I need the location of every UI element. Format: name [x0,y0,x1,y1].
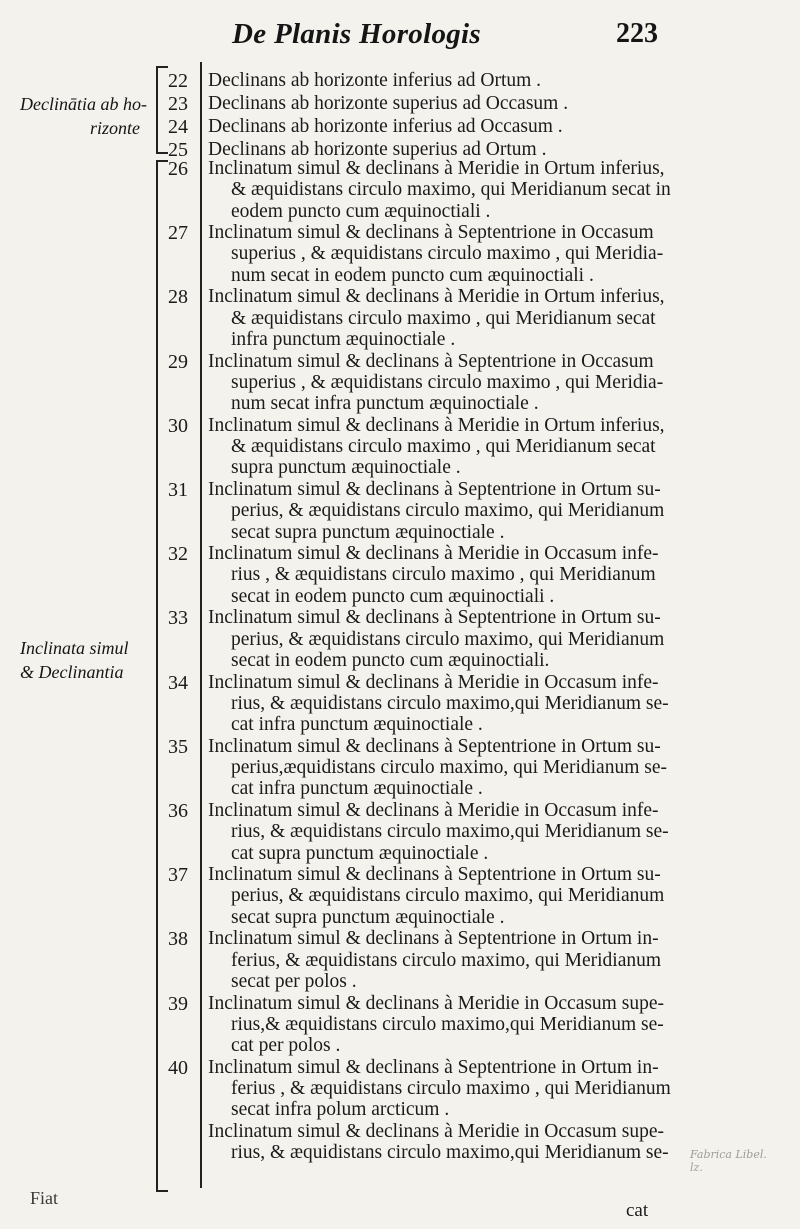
entry-line: perius,æquidistans circulo maximo, qui Meridianum se- [231,757,667,779]
entry-number: 37 [168,864,188,887]
entry-line: perius, & æquidistans circulo maximo, qui Meridianum [231,885,665,907]
entry-text [208,1057,678,1121]
entry-line: superius , & æquidistans circulo maximo , qui Meridia- [231,371,664,393]
entry-text [208,116,678,137]
entry-line: Declinans ab horizonte superius ad Occasum . [208,93,569,114]
entry-line: Declinans ab horizonte inferius ad Occasum . [208,116,563,137]
page-header [0,18,800,54]
entry-line: Inclinatum simul & declinans à Septentrione in Ortum su- [208,864,661,886]
entry-line: cat per polos . [231,1035,341,1057]
entry-line: rius, & æquidistans circulo maximo,qui Meridianum se- [231,692,669,714]
catchword: cat [626,1200,649,1221]
entry-line: Declinans ab horizonte inferius ad Ortum . [208,70,542,91]
entry-line: Inclinatum simul & declinans à Meridie in Occasum supe- [208,992,664,1014]
entry-line: & æquidistans circulo maximo, qui Meridianum secat in [231,179,671,201]
bleed-through-word: Fiat [30,1188,59,1208]
entry-line: secat supra punctum æquinoctiale . [231,521,505,543]
entry-line: & æquidistans circulo maximo , qui Meridianum secat [231,436,656,458]
entry-line: cat infra punctum æquinoctiale . [231,714,483,736]
right-margin-note: Fabrica Libel. lz. [690,1148,767,1174]
entry-text [208,222,678,286]
entry-line: num secat infra punctum æquinoctiale . [231,393,539,415]
entry-text [208,93,678,114]
entry-number: 28 [168,286,188,309]
entry-line: Inclinatum simul & declinans à Meridie in Ortum inferius, [208,158,665,179]
entry-text [208,607,678,671]
entry-line: supra punctum æquinoctiale . [231,457,461,479]
entry-line: Inclinatum simul & declinans à Meridie in Occasum infe- [208,800,659,821]
margin-note-declinantia: Declinātia ab ho- rizonte [20,94,147,138]
entry-text [208,993,678,1057]
entry-text [208,479,678,543]
entry-line: infra punctum æquinoctiale . [231,328,456,350]
entry-number: 25 [168,139,188,161]
entry-text [208,736,678,800]
brace-declinantia [156,66,168,154]
entry-line: eodem puncto cum æquinoctiali . [231,200,491,222]
entry-line: rius, & æquidistans circulo maximo,qui Meridianum se- [231,821,669,843]
entry-line: Inclinatum simul & declinans à Septentrione in Ortum su- [208,607,661,629]
entry-line: perius, & æquidistans circulo maximo, qui Meridianum [231,500,665,522]
entry-line: Inclinatum simul & declinans à Septentrione in Occasum [208,222,654,244]
entry-line: rius , & æquidistans circulo maximo , qui Meridianum [231,564,656,586]
entry-number: 38 [168,928,188,951]
margin-note-inclinata: Inclinata simul & Declinantia [20,638,129,682]
entry-line: cat infra punctum æquinoctiale . [231,778,483,800]
entry-line: Inclinatum simul & declinans à Meridie in Occasum infe- [208,543,659,565]
entry-text [208,286,678,350]
entry-line: secat infra polum arcticum . [231,1099,450,1121]
entry-line: Inclinatum simul & declinans à Septentrione in Ortum su- [208,479,661,500]
entry-number: 33 [168,607,188,630]
entry-number: 23 [168,93,188,115]
entry-line: Inclinatum simul & declinans à Meridie in Occasum supe- [208,1121,664,1142]
entry-line: Inclinatum simul & declinans à Septentrione in Occasum [208,350,654,372]
entry-number: 31 [168,479,188,501]
entry-line: superius , & æquidistans circulo maximo , qui Meridia- [231,243,664,265]
entry-line: Inclinatum simul & declinans à Meridie in Ortum inferius, [208,414,665,436]
entry-line: num secat in eodem puncto cum æquinoctiali . [231,264,594,286]
entry-line: ferius , & æquidistans circulo maximo , qui Meridianum [231,1078,671,1100]
entry-text [208,543,678,607]
entry-line: Inclinatum simul & declinans à Septentrione in Ortum in- [208,1056,659,1078]
entry-number: 36 [168,800,188,822]
column-rule [200,62,202,1188]
entry-number: 24 [168,116,188,138]
entry-line: & æquidistans circulo maximo , qui Meridianum secat [231,307,656,329]
entry-line: Inclinatum simul & declinans à Meridie in Occasum infe- [208,671,659,693]
entry-line: secat in eodem puncto cum æquinoctiali. [231,649,550,671]
entry-line: Inclinatum simul & declinans à Meridie in Ortum inferius, [208,286,665,308]
entry-text [208,1121,678,1164]
entry-text [208,928,678,992]
entry-number: 35 [168,735,188,758]
running-title: De Planis Horologis [232,18,481,50]
page-number: 223 [616,18,658,49]
entry-text [208,70,678,91]
entry-line: Inclinatum simul & declinans à Septentrione in Ortum in- [208,928,659,950]
entry-line: Declinans ab horizonte superius ad Ortum . [208,139,547,160]
entry-line: secat supra punctum æquinoctiale . [231,906,505,928]
entry-text [208,864,678,928]
entry-number: 26 [168,158,188,180]
entry-number: 22 [168,70,188,92]
entry-number: 27 [168,222,188,245]
entry-text [208,158,678,222]
brace-inclinata [156,160,168,1192]
entry-line: ferius, & æquidistans circulo maximo, qui Meridianum [231,949,662,971]
entry-text [208,672,678,736]
entry-number: 32 [168,543,188,566]
entry-number: 29 [168,350,188,373]
entry-line: perius, & æquidistans circulo maximo, qui Meridianum [231,628,665,650]
entry-text [208,800,678,864]
entry-number: 40 [168,1056,188,1079]
entry-text [208,351,678,415]
entry-line: rius,& æquidistans circulo maximo,qui Meridianum se- [231,1013,664,1035]
entry-line: cat supra punctum æquinoctiale . [231,842,489,864]
entry-text [208,415,678,479]
entry-number: 39 [168,992,188,1015]
entry-number: 30 [168,414,188,437]
entry-line: Inclinatum simul & declinans à Septentrione in Ortum su- [208,735,661,757]
entry-line: secat per polos . [231,970,357,992]
entry-line: secat in eodem puncto cum æquinoctiali . [231,585,555,607]
entry-number: 34 [168,671,188,694]
entry-line: rius, & æquidistans circulo maximo,qui Meridianum se- [231,1142,669,1164]
